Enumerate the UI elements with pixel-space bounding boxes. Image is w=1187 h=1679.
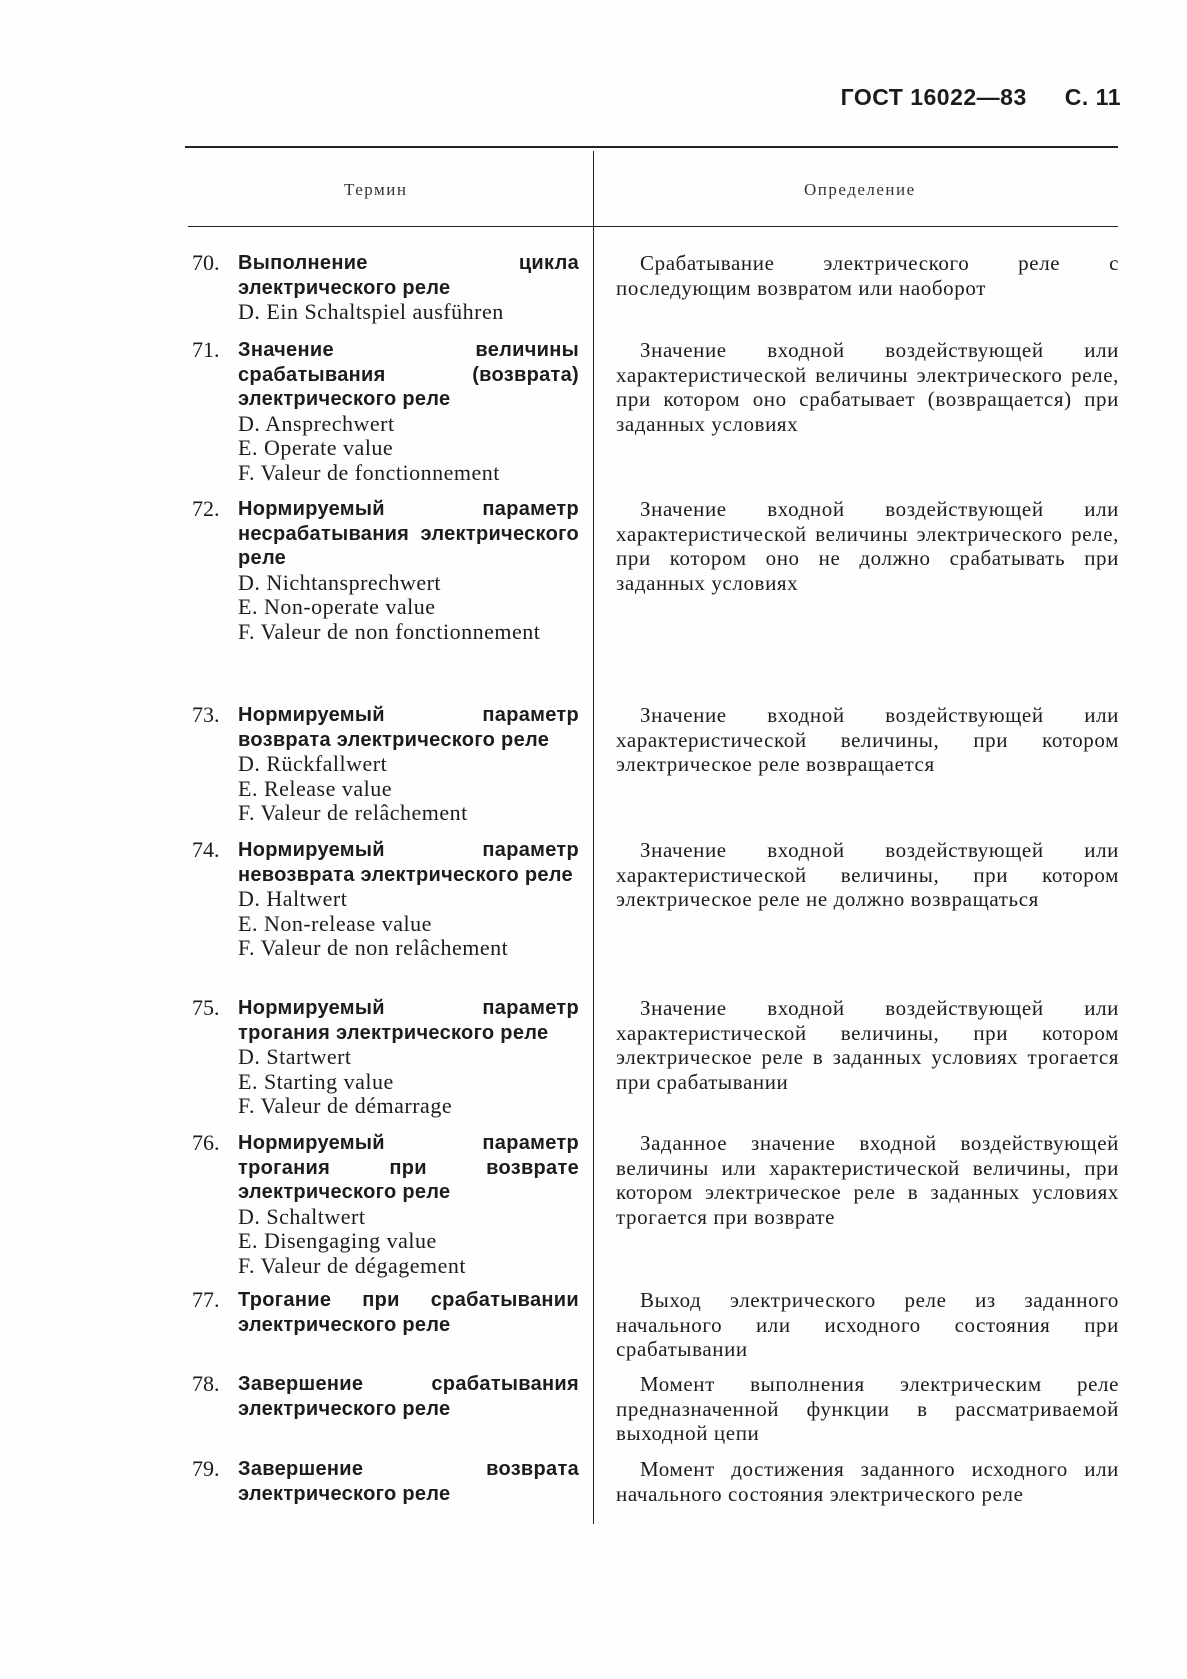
term-cell: [192, 251, 579, 325]
foreign-equivalent: F. Valeur de relâchement: [238, 800, 468, 825]
term-cell: [192, 1131, 579, 1278]
term-number: 75.: [192, 995, 220, 1020]
term-title: Нормируемый параметр трогания при возврате электрического реле: [238, 1132, 579, 1203]
definition-cell: Заданное значение входной воздействующей величины или характеристической величины, при котором электрическое реле в заданных условиях трогается при возврате: [616, 1131, 1119, 1229]
term-title: Завершение срабатывания электрического реле: [238, 1373, 579, 1420]
term-title: Завершение возврата электрического реле: [238, 1458, 579, 1505]
foreign-equivalent: E. Non-operate value: [238, 594, 436, 619]
foreign-equivalent: D. Ansprechwert: [238, 410, 395, 436]
definition-cell: Значение входной воздействующей или характеристической величины, при котором электрическое реле не должно возвращаться: [616, 838, 1119, 911]
term-title: Нормируемый параметр возврата электрического реле: [238, 704, 579, 751]
term-cell: [192, 703, 579, 826]
column-divider: [593, 151, 594, 1524]
term-title: Нормируемый параметр невозврата электрического реле: [238, 839, 579, 886]
term-cell: [192, 338, 579, 485]
term-cell: [192, 1457, 579, 1506]
term-equivalents: [238, 887, 579, 961]
term-number: 78.: [192, 1371, 220, 1396]
foreign-equivalent: D. Rückfallwert: [238, 751, 388, 776]
foreign-equivalent: E. Release value: [238, 775, 392, 801]
term-number: 70.: [192, 250, 220, 275]
term-number: 79.: [192, 1456, 220, 1481]
definition-cell: Значение входной воздействующей или характеристической величины, при котором электрическое реле в заданных условиях трогается при срабатывании: [616, 996, 1119, 1094]
term-title: Нормируемый параметр трогания электрического реле: [238, 997, 579, 1044]
foreign-equivalent: E. Operate value: [238, 435, 394, 460]
term-number: 76.: [192, 1130, 220, 1155]
column-header-term: Термин: [344, 180, 408, 199]
term-number: 74.: [192, 837, 220, 862]
term-number: 73.: [192, 702, 220, 727]
foreign-equivalent: D. Schaltwert: [238, 1203, 366, 1229]
page-number: С. 11: [1064, 84, 1121, 110]
term-cell: [192, 1288, 579, 1337]
foreign-equivalent: E. Non-release value: [238, 910, 432, 936]
foreign-equivalent: D. Nichtansprechwert: [238, 569, 442, 595]
definition-cell: Выход электрического реле из заданного начального или исходного состояния при срабатывании: [616, 1288, 1119, 1361]
term-equivalents: [238, 1205, 579, 1279]
foreign-equivalent: D. Startwert: [238, 1044, 352, 1069]
term-equivalents: [238, 412, 579, 486]
foreign-equivalent: F. Valeur de démarrage: [238, 1093, 453, 1118]
foreign-equivalent: F. Valeur de non relâchement: [238, 935, 509, 960]
table-header-rule: [188, 226, 1118, 227]
term-title: Трогание при срабатывании электрического реле: [238, 1289, 579, 1336]
term-equivalents: [238, 1045, 579, 1119]
page-header: [841, 84, 1121, 111]
foreign-equivalent: E. Disengaging value: [238, 1228, 437, 1253]
term-cell: [192, 1372, 579, 1421]
definition-cell: Срабатывание электрического реле с последующим возвратом или наоборот: [616, 251, 1119, 300]
term-equivalents: [238, 571, 579, 645]
definition-cell: Момент выполнения электрическим реле предназначенной функции в рассматриваемой выходной цепи: [616, 1372, 1119, 1445]
term-cell: [192, 996, 579, 1119]
term-number: 77.: [192, 1287, 220, 1312]
definition-cell: Значение входной воздействующей или характеристической величины электрического реле, при котором оно срабатывает (возвращается) при заданных условиях: [616, 338, 1119, 436]
foreign-equivalent: D. Ein Schaltspiel ausführen: [238, 299, 504, 324]
foreign-equivalent: D. Haltwert: [238, 886, 348, 911]
term-title: Нормируемый параметр несрабатывания электрического реле: [238, 498, 579, 569]
foreign-equivalent: F. Valeur de fonctionnement: [238, 459, 500, 485]
term-cell: [192, 497, 579, 644]
term-cell: [192, 838, 579, 961]
term-title: Выполнение цикла электрического реле: [238, 252, 579, 299]
term-equivalents: [238, 752, 579, 826]
standard-number: ГОСТ 16022—83: [840, 84, 1027, 110]
foreign-equivalent: F. Valeur de dégagement: [238, 1252, 467, 1278]
term-equivalents: [238, 300, 579, 325]
foreign-equivalent: F. Valeur de non fonctionnement: [238, 618, 541, 644]
foreign-equivalent: E. Starting value: [238, 1068, 394, 1094]
definition-cell: Значение входной воздействующей или характеристической величины, при котором электрическое реле возвращается: [616, 703, 1119, 776]
term-title: Значение величины срабатывания (возврата) электрического реле: [238, 339, 579, 410]
column-header-definition: Определение: [804, 180, 916, 199]
definition-cell: Значение входной воздействующей или характеристической величины электрического реле, при котором оно не должно срабатывать при заданных условиях: [616, 497, 1119, 595]
definition-cell: Момент достижения заданного исходного или начального состояния электрического реле: [616, 1457, 1119, 1506]
table-top-rule: [185, 146, 1118, 148]
term-number: 72.: [192, 496, 220, 521]
term-number: 71.: [192, 337, 220, 362]
